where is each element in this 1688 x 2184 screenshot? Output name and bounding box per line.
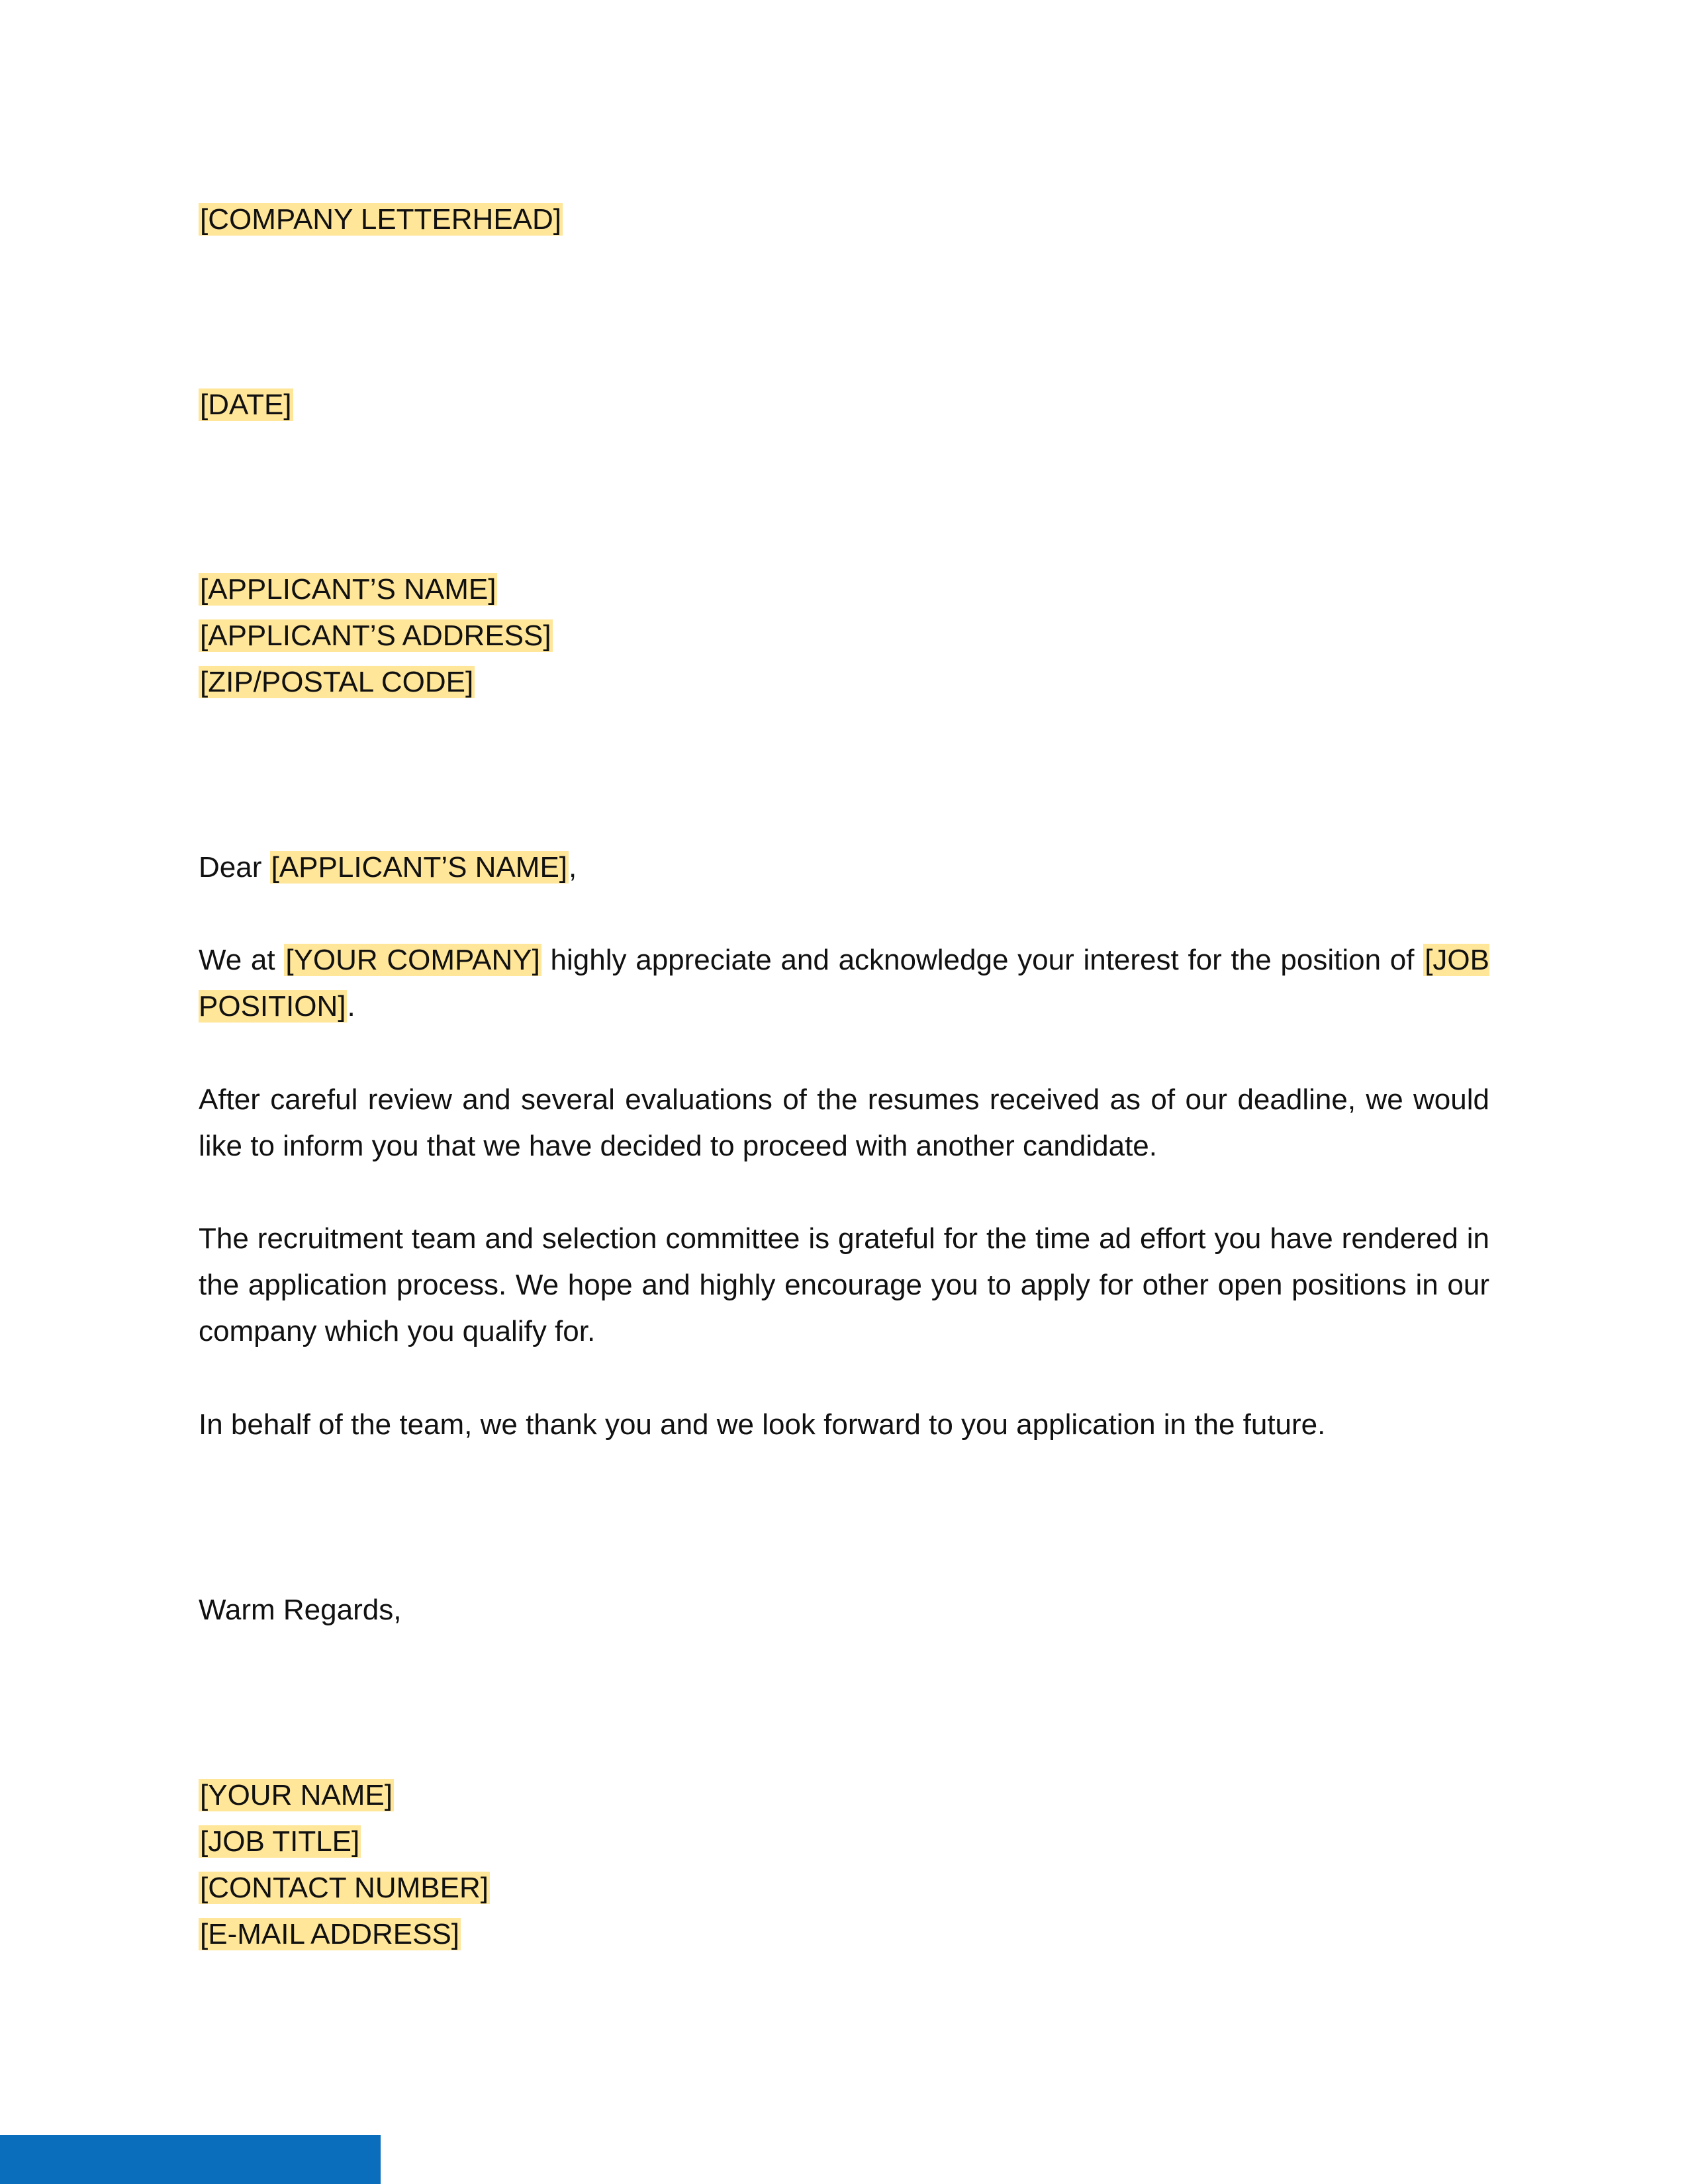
- salutation-name: [APPLICANT’S NAME]: [271, 851, 568, 884]
- recipient-zip: [ZIP/POSTAL CODE]: [200, 666, 474, 698]
- recipient-zip-line: [199, 659, 475, 705]
- company-placeholder: [YOUR COMPANY]: [285, 944, 540, 976]
- date-line: [199, 382, 293, 428]
- closing: Warm Regards,: [199, 1594, 402, 1626]
- signature-contact-line: [199, 1865, 490, 1911]
- recipient-address: [APPLICANT’S ADDRESS]: [200, 619, 551, 652]
- recipient-address-line: [199, 613, 553, 659]
- signature-name: [YOUR NAME]: [200, 1779, 393, 1811]
- recipient-name-line: [199, 567, 497, 613]
- salutation-prefix: Dear: [199, 851, 270, 884]
- job-position-placeholder: [JOB POSITION]: [199, 944, 1489, 1023]
- salutation: [199, 844, 577, 891]
- signature-email-line: [199, 1911, 461, 1958]
- company-letterhead: [199, 197, 563, 243]
- paragraph1-middle: highly appreciate and acknowledge your interest for the position of: [541, 944, 1424, 976]
- paragraph1-lead: We at: [199, 944, 285, 976]
- paragraph-thanks: In behalf of the team, we thank you and we look forward to you application in the future.: [199, 1408, 1326, 1441]
- paragraph-gratitude: The recruitment team and selection committee is grateful for the time ad effort you have rendered in the application process. We hope and highly encourage you to apply for other open positions in our company which you qualify for.: [199, 1222, 1489, 1347]
- signature-contact: [CONTACT NUMBER]: [200, 1872, 489, 1904]
- signature-email: [E-MAIL ADDRESS]: [200, 1918, 460, 1950]
- paragraph1-end: .: [347, 990, 355, 1023]
- signature-name-line: [199, 1772, 394, 1819]
- signature-title: [JOB TITLE]: [200, 1825, 360, 1858]
- footer-accent-bar: [0, 2135, 381, 2184]
- paragraph-interest: [199, 937, 1489, 1030]
- letterhead-placeholder: [COMPANY LETTERHEAD]: [200, 203, 562, 236]
- salutation-suffix: ,: [569, 851, 577, 884]
- date-placeholder: [DATE]: [200, 388, 292, 421]
- recipient-name: [APPLICANT’S NAME]: [200, 573, 496, 606]
- signature-title-line: [199, 1819, 361, 1865]
- paragraph-decision: After careful review and several evaluations of the resumes received as of our deadline, we would like to inform you that we have decided to proceed with another candidate.: [199, 1083, 1489, 1162]
